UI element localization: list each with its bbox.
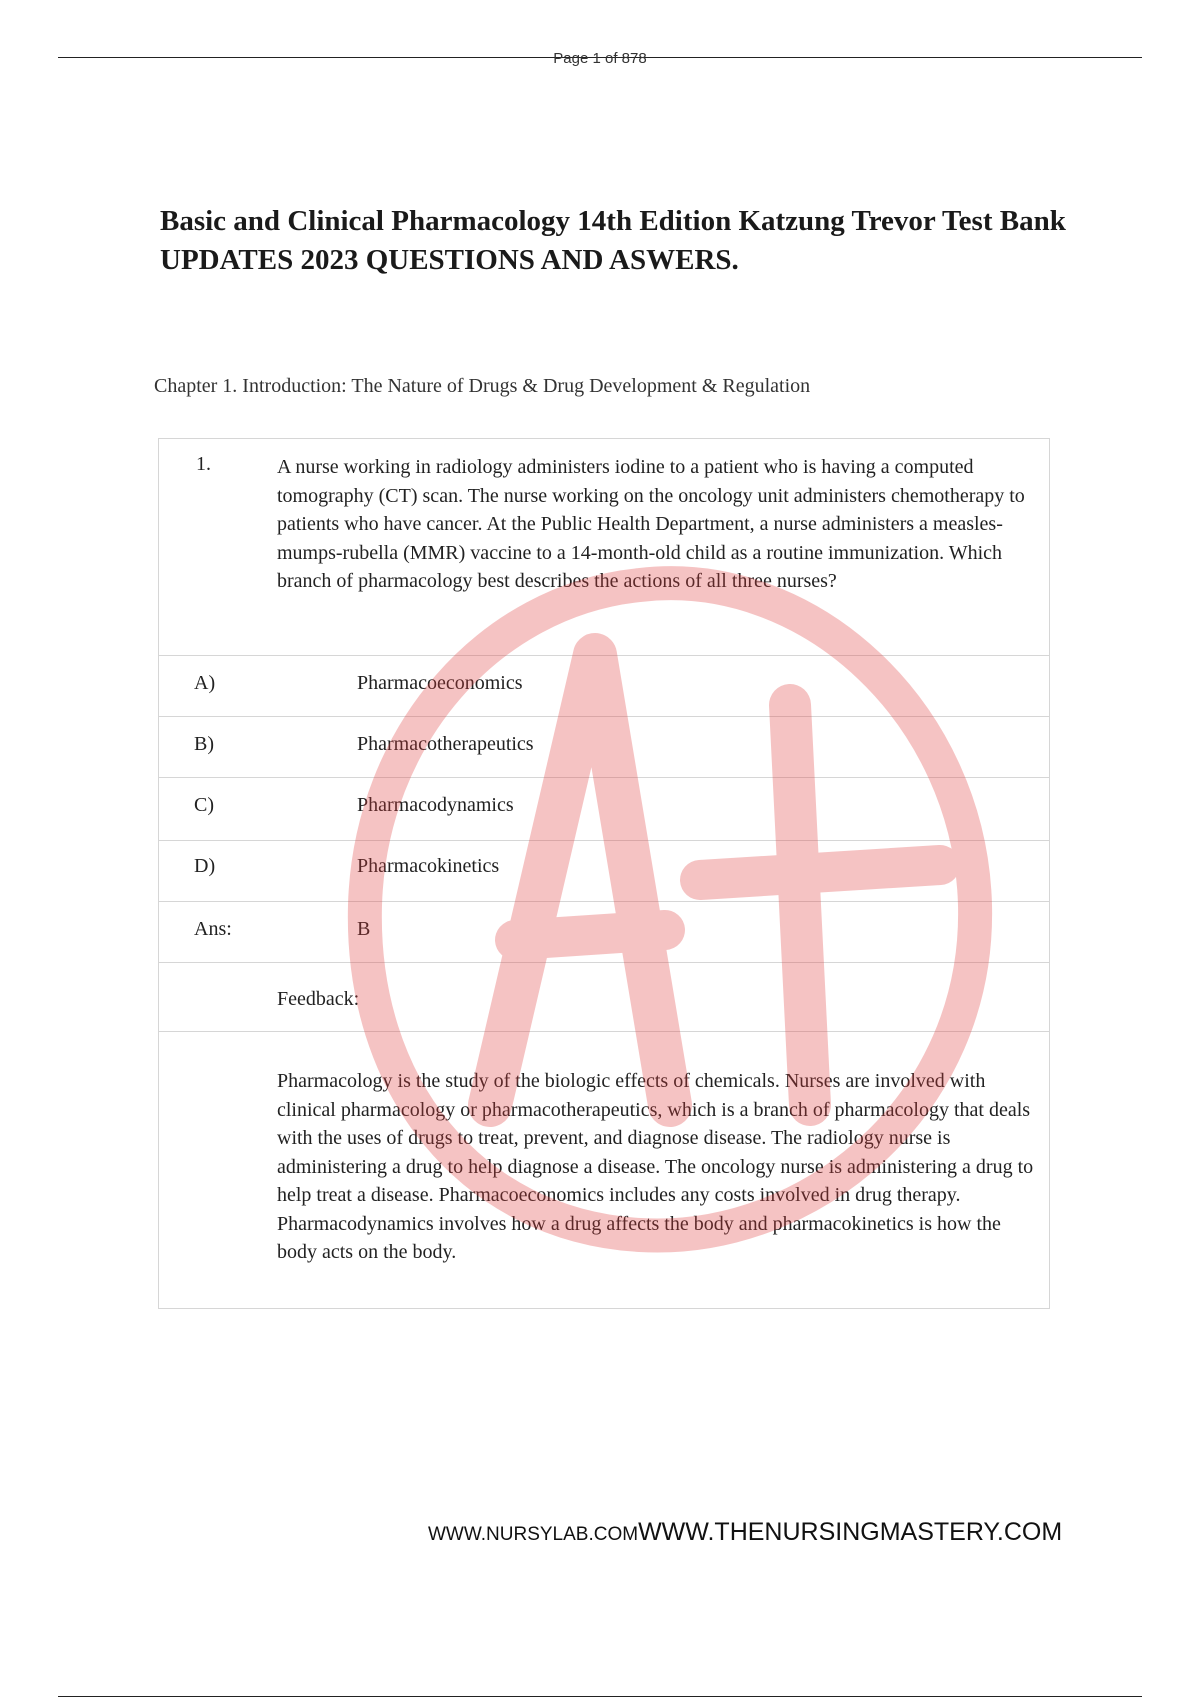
document-title (160, 202, 1160, 280)
footer-url-thenursingmastery[interactable]: WWW.THENURSINGMASTERY.COM (638, 1518, 1063, 1546)
footer-url-nursylab[interactable]: WWW.NURSYLAB.COM (428, 1524, 639, 1545)
question-stem: A nurse working in radiology administers iodine to a patient who is having a computed tomography (CT) scan. The nurse working on the oncology unit administers chemotherapy to patients who have cancer. At the Public Health Department, a nurse administers a measles-mumps-rubella (MMR) vaccine to a 14-month-old child as a routine immunization. Which branch of pharmacology best describes the actions of all three nurses? (277, 456, 1025, 592)
option-letter: B) (194, 733, 214, 755)
question-number: 1. (196, 453, 211, 475)
feedback-label-row (159, 963, 1049, 1032)
footer-urls (428, 1518, 1062, 1547)
answer-label: Ans: (194, 918, 232, 940)
answer-row (159, 902, 1049, 963)
option-letter: C) (194, 794, 214, 816)
option-row-a (159, 656, 1049, 717)
option-text: Pharmacokinetics (357, 855, 500, 877)
option-text: Pharmacodynamics (357, 794, 514, 816)
option-row-b (159, 717, 1049, 778)
option-row-c (159, 778, 1049, 841)
answer-value: B (357, 918, 371, 940)
feedback-label: Feedback: (277, 988, 360, 1010)
option-row-d (159, 841, 1049, 902)
chapter-heading: Chapter 1. Introduction: The Nature of Drugs & Drug Development & Regulation (154, 375, 811, 397)
page-indicator: Page 1 of 878 (553, 50, 647, 67)
feedback-text: Pharmacology is the study of the biologic effects of chemicals. Nurses are involved with clinical pharmacology or pharmacotherapeutics, which is a branch of pharmacology that deals with the uses of drugs to treat, prevent, and diagnose disease. The radiology nurse is administering a drug to help diagnose a disease. The oncology nurse is administering a drug to help treat a disease. Pharmacoeconomics includes any costs involved in drug therapy. Pharmacodynamics involves how a drug affects the body and pharmacokinetics is how the body acts on the body. (277, 1070, 1034, 1263)
question-row (159, 439, 1049, 656)
option-text: Pharmacoeconomics (357, 672, 523, 694)
question-table (158, 438, 1050, 1309)
feedback-row (159, 1032, 1049, 1308)
document-title-line-1: Basic and Clinical Pharmacology 14th Edition Katzung Trevor Test Bank (160, 205, 1066, 237)
footer-rule (58, 1696, 1142, 1697)
document-title-line-2: UPDATES 2023 QUESTIONS AND ASWERS. (160, 244, 739, 276)
option-letter: D) (194, 855, 216, 877)
option-text: Pharmacotherapeutics (357, 733, 534, 755)
option-letter: A) (194, 672, 216, 694)
